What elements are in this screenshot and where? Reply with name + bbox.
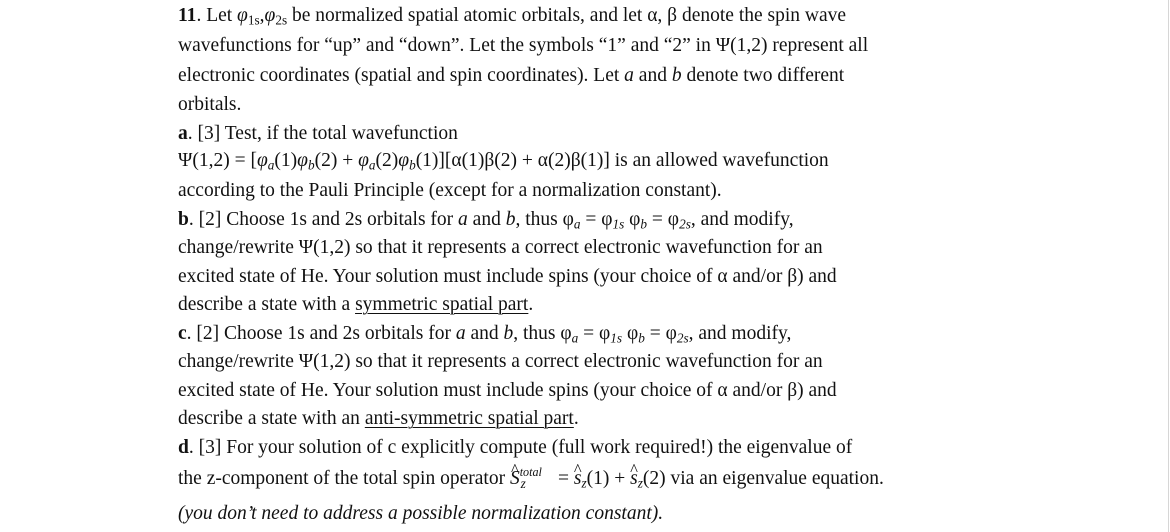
part-d-label: d (178, 437, 189, 458)
part-c-line-4: describe a state with an anti-symmetric spatial part. (178, 408, 579, 429)
part-c-line-3: excited state of He. Your solution must include spins (your choice of α and/or β) and (178, 380, 837, 401)
part-b-line-3: excited state of He. Your solution must include spins (your choice of α and/or β) and (178, 266, 837, 287)
symmetric-spatial-part-underlined: symmetric spatial part (355, 294, 529, 315)
part-c-line-1: c. [2] Choose 1s and 2s orbitals for a and b, thus $\varphi_a = \varphi_{1s}$ $\varphi_b = \varphi_{2s}$, and modify, (178, 323, 792, 346)
part-c-label: c (178, 323, 187, 344)
intro-line-3: electronic coordinates (spatial and spin coordinates). Let a and b denote two different (178, 65, 845, 86)
part-d-note: (you don’t need to address a possible normalization constant). (178, 503, 664, 524)
intro-line-1: 11. Let $\varphi_{1s},\varphi_{2s}$ be normalized spatial atomic orbitals, and let α, β denote the spin wave (178, 5, 847, 28)
part-d-line-1: d. [3] For your solution of c explicitly compute (full work required!) the eigenvalue of (178, 437, 853, 458)
part-a-equation: $\Psi(1,2) = [\varphi_a(1)\varphi_b(2) + \varphi_a(2)\varphi_b(1)][\alpha(1)\beta(2) + \alpha(2)\beta(1)]$ is an allowed wavefunction (178, 150, 829, 173)
page-edge-rule (1168, 0, 1169, 532)
part-a-label: a (178, 123, 188, 144)
part-d-line-2: the z-component of the total spin operator ^ $S^{total}_z$ = ^ $s_z(1)$ + ^ $s_z(2)$ via an eigenvalue equation. (178, 467, 884, 491)
part-b-label: b (178, 209, 189, 230)
problem-number: 11 (178, 5, 197, 26)
intro-line-4: orbitals. (178, 94, 242, 115)
part-a-heading: a. [3] Test, if the total wavefunction (178, 123, 458, 144)
part-a-line-3: according to the Pauli Principle (except for a normalization constant). (178, 180, 722, 201)
intro-line-2: wavefunctions for “up” and “down”. Let the symbols “1” and “2” in Ψ(1,2) represent all (178, 35, 869, 56)
part-b-line-2: change/rewrite Ψ(1,2) so that it represents a correct electronic wavefunction for an (178, 237, 823, 258)
anti-symmetric-spatial-part-underlined: anti-symmetric spatial part (364, 408, 574, 429)
part-b-line-1: b. [2] Choose 1s and 2s orbitals for a and b, thus $\varphi_a = \varphi_{1s}$ $\varphi_b = \varphi_{2s}$, and modify, (178, 209, 794, 232)
part-c-line-2: change/rewrite Ψ(1,2) so that it represents a correct electronic wavefunction for an (178, 351, 823, 372)
part-b-line-4: describe a state with a symmetric spatial part. (178, 294, 534, 315)
total-spin-operator: ^ $S^{total}_z$ (510, 467, 553, 491)
